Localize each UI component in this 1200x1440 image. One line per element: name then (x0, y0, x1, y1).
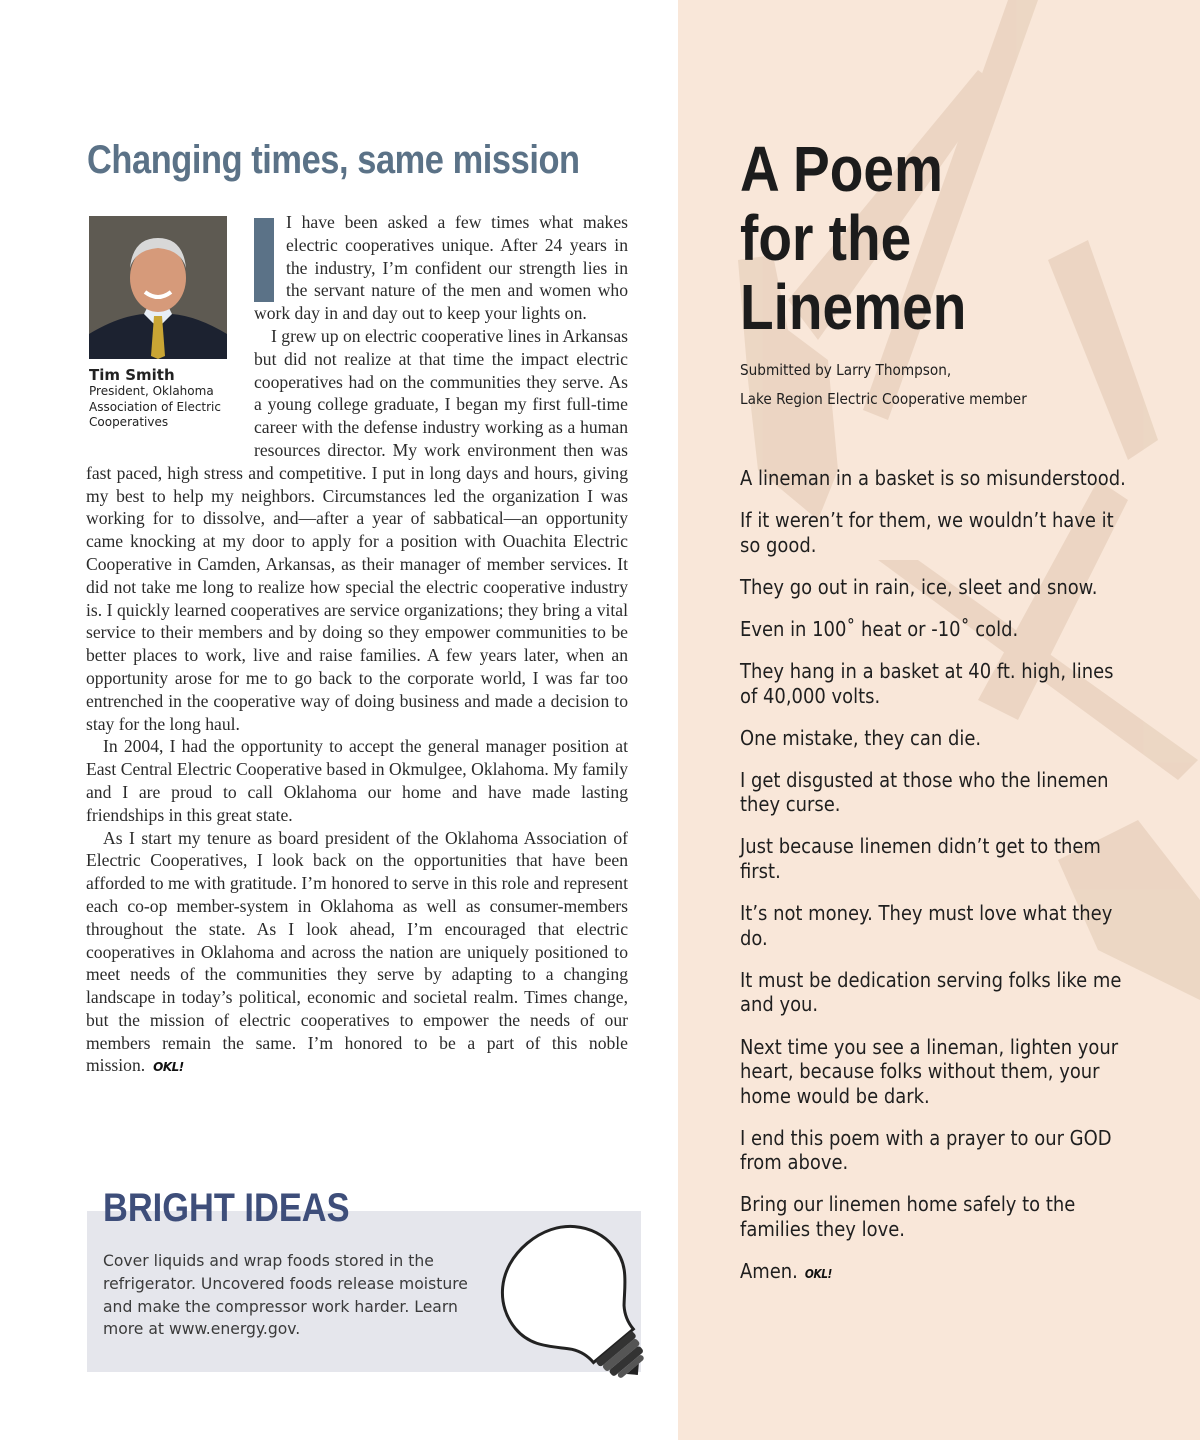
article-paragraph: In 2004, I had the opportunity to accept the general manager position at East Central Electric Cooperative based in Okmulgee, Oklahoma. My family and I are proud to call Oklahoma our home and have made lasting friendships in this great state. (86, 736, 628, 825)
article-paragraph-last (86, 827, 628, 1080)
poem-line: Just because linemen didn’t get to them first. (740, 834, 1101, 884)
okl-end-mark: OKL! (804, 1267, 832, 1282)
poem-line: Even in 100˚ heat or -10˚ cold. (740, 616, 1019, 641)
poem-line-text: Amen. (740, 1259, 798, 1284)
poem-title (740, 135, 966, 342)
poem-line: If it weren’t for them, we wouldn’t have it so good. (740, 508, 1114, 557)
bright-ideas-title: BRIGHT IDEAS (103, 1186, 350, 1230)
submitted-line: Submitted by Larry Thompson, (740, 361, 952, 379)
dropcap-bar (254, 218, 274, 302)
article-paragraph: I have been asked a few times what makes electric cooperatives unique. After 24 years in the industry, I’m confident our strength lies in the servant nature of the men and women who work day in and day out to keep your lights on. (254, 212, 628, 324)
author-role: President, Oklahoma Association of Electric Cooperatives (89, 384, 221, 429)
poem-line: It’s not money. They must love what they do. (740, 901, 1113, 950)
article-paragraph: I grew up on electric cooperative lines in Arkansas but did not realize at that time the impact electric cooperatives had on the communities they serve. As a young college graduate, I began my first full-time career with the defense industry working as a human resources director. My work environment then was fast paced, high stress and competitive. I put in long days and hours, giving my best to help my neighbors. Circumstances led the organization I was working for to dissolve, and—after a year of sabbatical—an opportunity came knocking at my door to apply for a position with Ouachita Electric Cooperative in Camden, Arkansas, as their manager of member services. It did not take me long to realize how special the electric cooperative industry is. I quickly learned cooperatives are service organizations; they bring a vital service to their members and by doing so they empower communities to be better places to work, live and raise families. A few years later, when an opportunity arose for me to go back to the corporate world, I was far too entrenched in the cooperative way of doing business and made a decision to stay for the long haul. (86, 325, 628, 734)
poem-line: It must be dedication serving folks like me and you. (740, 967, 1122, 1017)
poem-line: Next time you see a lineman, lighten your heart, because folks without them, your home would be dark. (740, 1034, 1119, 1108)
poem-title-line: A Poem (740, 133, 943, 205)
poem-line: Bring our linemen home safely to the families they love. (740, 1192, 1076, 1242)
article-paragraph-text: As I start my tenure as board president of the Oklahoma Association of Electric Cooperatives, I look back on the opportunities that have been afforded to me with gratitude. I’m honored to serve in this role and represent each co-op member-system in Oklahoma as well as consumer-members throughout the state. As I look ahead, I’m encouraged that electric cooperatives in Oklahoma and across the nation are uniquely positioned to meet needs of the communities they serve by adapting to a changing landscape in today’s political, economic and societal realm. Times change, but the mission of electric cooperatives to empower the needs of our members remain the same. I’m honored to be a part of this noble mission. (86, 827, 628, 1076)
author-name: Tim Smith (89, 366, 175, 384)
poem-line: They hang in a basket at 40 ft. high, lines of 40,000 volts. (740, 658, 1114, 708)
article-body (86, 211, 628, 1079)
okl-end-mark: OKL! (153, 1060, 184, 1075)
poem-line-last (740, 1259, 1127, 1287)
poem-line: They go out in rain, ice, sleet and snow. (740, 574, 1098, 599)
photo-spacer (86, 211, 254, 455)
poem-line: I end this poem with a prayer to our GOD from above. (740, 1125, 1112, 1175)
poem-line: One mistake, they can die. (740, 725, 982, 750)
poem-title-line: Linemen (740, 271, 967, 343)
bright-ideas-text: Cover liquids and wrap foods stored in the refrigerator. Uncovered foods release moisture and make the compressor work harder. Learn more at www.energy.gov. (103, 1252, 468, 1339)
poem-line: A lineman in a basket is so misunderstood. (740, 466, 1126, 490)
submitted-line: Lake Region Electric Cooperative member (740, 390, 1027, 408)
poem-line: I get disgusted at those who the linemen they curse. (740, 767, 1109, 817)
poem-title-line: for the (740, 202, 912, 274)
lightbulb-icon (488, 1218, 673, 1393)
poem-submitted-by (740, 356, 1127, 414)
poem-body (740, 466, 1127, 1304)
article-headline: Changing times, same mission (87, 138, 580, 182)
